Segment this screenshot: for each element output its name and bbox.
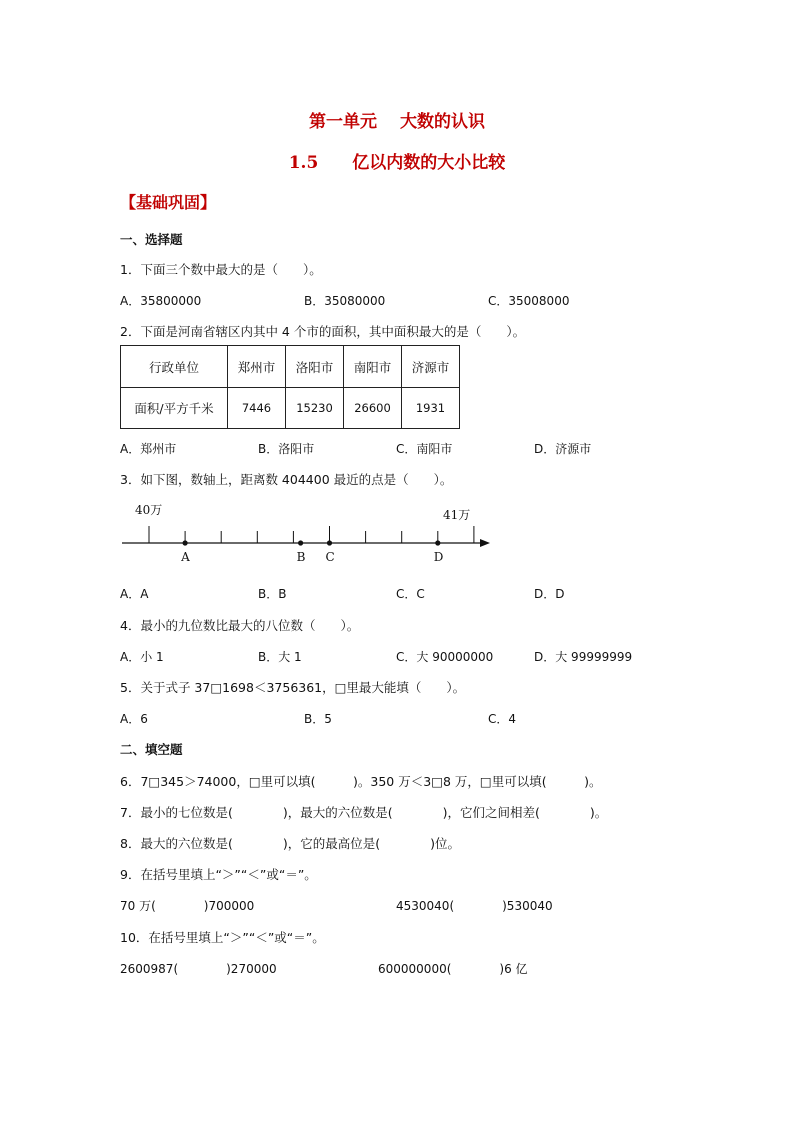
q5-option-c: C．4 <box>488 712 517 726</box>
table-cell: 济源市 <box>402 346 460 388</box>
axis-point-label: D <box>433 550 444 564</box>
q3-option-d: D．D <box>534 587 565 601</box>
question-3: 3．如下图，数轴上，距离数 404400 最近的点是（ ）。 <box>120 472 453 487</box>
axis-end-label: 41万 <box>443 508 471 522</box>
axis-arrow <box>480 539 490 547</box>
q1-option-c: C．35008000 <box>488 294 570 308</box>
q1-option-a: A．35800000 <box>120 294 202 308</box>
axis-point-label: C <box>325 550 335 564</box>
question-4: 4．最小的九位数比最大的八位数（ ）。 <box>120 618 360 633</box>
question-10: 10．在括号里填上“＞”“＜”或“＝”。 <box>120 930 325 945</box>
table-cell: 1931 <box>402 388 460 429</box>
choice-heading: 一、选择题 <box>120 232 183 247</box>
q5-option-a: A．6 <box>120 712 148 726</box>
axis-point-a <box>183 540 188 545</box>
section-label: 【基础巩固】 <box>120 193 217 212</box>
question-1: 1．下面三个数中最大的是（ ）。 <box>120 262 322 277</box>
table-cell: 26600 <box>344 388 402 429</box>
table-cell: 郑州市 <box>228 346 286 388</box>
number-line <box>118 498 498 570</box>
q9-item-2: 4530040( )530040 <box>396 899 553 913</box>
lesson-title: 1.5 亿以内数的大小比较 <box>288 153 506 173</box>
q2-option-c: C．南阳市 <box>396 442 453 456</box>
q5-option-b: B．5 <box>304 712 332 726</box>
q10-item-1: 2600987( )270000 <box>120 962 277 976</box>
table-cell: 行政单位 <box>121 346 228 388</box>
question-6: 6．7□345＞74000，□里可以填( )。350 万＜3□8 万，□里可以填( )。 <box>120 774 602 789</box>
table-cell: 面积/平方千米 <box>121 388 228 429</box>
question-2: 2．下面是河南省辖区内其中 4 个市的面积，其中面积最大的是（ ）。 <box>120 324 526 339</box>
table-cell: 7446 <box>228 388 286 429</box>
table-cell: 洛阳市 <box>286 346 344 388</box>
q2-option-b: B．洛阳市 <box>258 442 315 456</box>
q3-option-a: A．A <box>120 587 149 601</box>
q4-option-c: C．大 90000000 <box>396 650 494 664</box>
table-header-row <box>121 346 460 388</box>
q3-option-b: B．B <box>258 587 287 601</box>
fill-blank-heading: 二、填空题 <box>120 742 183 757</box>
q4-option-a: A．小 1 <box>120 650 164 664</box>
question-7: 7．最小的七位数是( )，最大的六位数是( )，它们之间相差( )。 <box>120 805 608 820</box>
axis-point-d <box>435 540 440 545</box>
axis-start-label: 40万 <box>135 503 163 517</box>
q1-option-b: B．35080000 <box>304 294 386 308</box>
q10-item-2: 600000000( )6 亿 <box>378 962 528 976</box>
question-5: 5．关于式子 37□1698＜3756361，□里最大能填（ ）。 <box>120 680 466 695</box>
axis-point-label: A <box>181 550 190 564</box>
area-table <box>120 345 460 429</box>
q4-option-d: D．大 99999999 <box>534 650 633 664</box>
axis-ticks <box>149 526 474 543</box>
table-cell: 南阳市 <box>344 346 402 388</box>
q3-option-c: C．C <box>396 587 425 601</box>
q2-option-a: A．郑州市 <box>120 442 177 456</box>
axis-point-b <box>298 540 303 545</box>
axis-points <box>180 540 443 564</box>
unit-title: 第一单元 大数的认识 <box>309 112 485 132</box>
question-9: 9．在括号里填上“＞”“＜”或“＝”。 <box>120 867 317 882</box>
table-cell: 15230 <box>286 388 344 429</box>
q4-option-b: B．大 1 <box>258 650 302 664</box>
q2-option-d: D．济源市 <box>534 442 592 456</box>
table-row <box>121 388 460 429</box>
axis-point-label: B <box>296 550 306 564</box>
axis-point-c <box>327 540 332 545</box>
q9-item-1: 70 万( )700000 <box>120 899 255 913</box>
question-8: 8．最大的六位数是( )，它的最高位是( )位。 <box>120 836 460 851</box>
